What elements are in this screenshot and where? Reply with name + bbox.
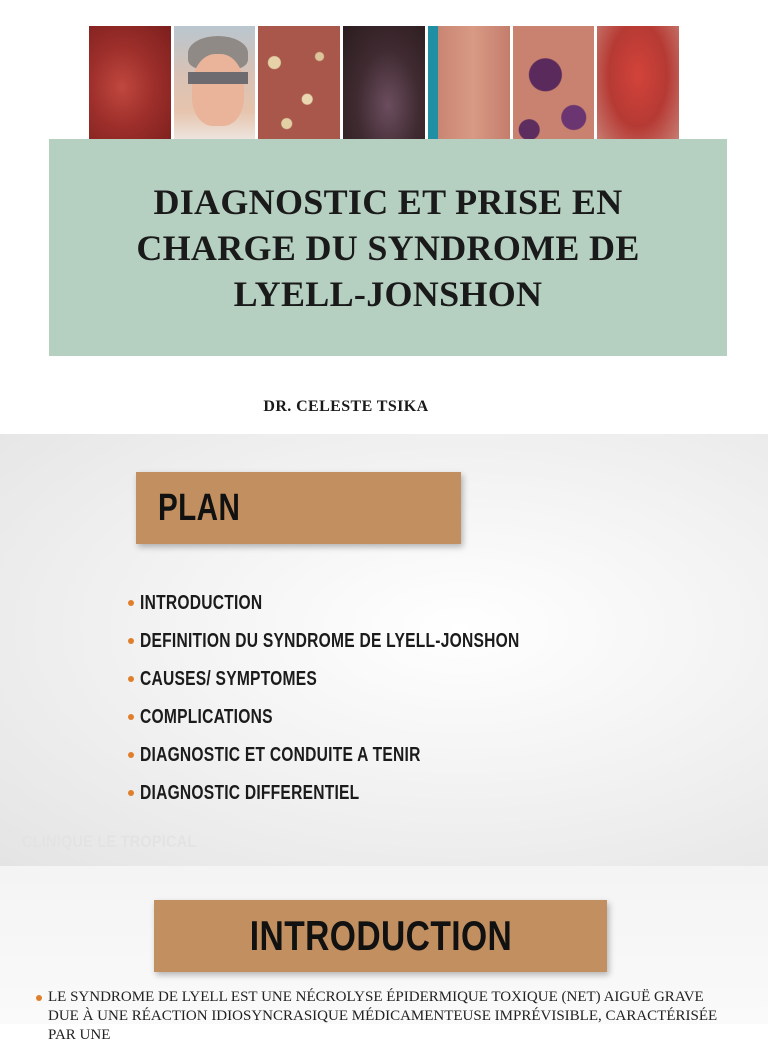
plan-item bbox=[128, 698, 627, 736]
title-slide bbox=[0, 0, 768, 434]
introduction-text: LE SYNDROME DE LYELL EST UNE NÉCROLYSE ÉPIDERMIQUE TOXIQUE (NET) AIGUË GRAVE DUE À UNE RÉACTION IDIOSYNCRASIQUE MÉDICAMENTEUSE IMPRÉVISIBLE, CARACTÉRISÉE PAR UNE bbox=[48, 989, 718, 1043]
plan-item-label: DEFINITION DU SYNDROME DE LYELL-JONSHON bbox=[140, 629, 520, 652]
clinical-photo-2 bbox=[174, 26, 256, 148]
bullet-icon bbox=[128, 600, 134, 606]
bullet-icon bbox=[128, 638, 134, 644]
plan-heading: PLAN bbox=[158, 486, 241, 529]
clinical-photo-3 bbox=[258, 26, 340, 148]
bullet-icon bbox=[128, 790, 134, 796]
plan-item-label: DIAGNOSTIC ET CONDUITE A TENIR bbox=[140, 743, 421, 766]
title-box bbox=[49, 139, 727, 356]
photo-face bbox=[192, 54, 244, 126]
plan-list bbox=[128, 584, 627, 812]
plan-item-label: DIAGNOSTIC DIFFERENTIEL bbox=[140, 781, 360, 804]
clinical-photo-1 bbox=[89, 26, 171, 148]
clinical-photo-7 bbox=[597, 26, 679, 148]
bullet-icon bbox=[128, 752, 134, 758]
introduction-heading-box bbox=[154, 900, 607, 972]
plan-slide bbox=[0, 434, 768, 866]
clinic-watermark: CLINIQUE LE TROPICAL bbox=[22, 832, 197, 851]
photo-anonymization-bar bbox=[188, 72, 248, 84]
plan-item-label: COMPLICATIONS bbox=[140, 705, 273, 728]
clinical-photo-6 bbox=[513, 26, 595, 148]
clinical-photo-5 bbox=[428, 26, 510, 148]
presentation-title: DIAGNOSTIC ET PRISE EN CHARGE DU SYNDROME DE LYELL-JONSHON bbox=[136, 181, 640, 314]
plan-item bbox=[128, 736, 627, 774]
introduction-heading: INTRODUCTION bbox=[249, 912, 512, 959]
clinical-photo-strip bbox=[84, 22, 684, 152]
bullet-icon bbox=[36, 995, 42, 1001]
clinical-photo-4 bbox=[343, 26, 425, 148]
plan-item bbox=[128, 584, 627, 622]
introduction-paragraph bbox=[36, 988, 736, 1045]
plan-heading-box bbox=[136, 472, 461, 544]
bullet-icon bbox=[128, 714, 134, 720]
plan-item bbox=[128, 774, 627, 812]
author-name: DR. CELESTE TSIKA bbox=[263, 398, 429, 415]
bullet-icon bbox=[128, 676, 134, 682]
plan-item-label: CAUSES/ SYMPTOMES bbox=[140, 667, 318, 690]
plan-item-label: INTRODUCTION bbox=[140, 591, 263, 614]
plan-item bbox=[128, 660, 627, 698]
introduction-slide bbox=[0, 866, 768, 1043]
plan-item bbox=[128, 622, 627, 660]
